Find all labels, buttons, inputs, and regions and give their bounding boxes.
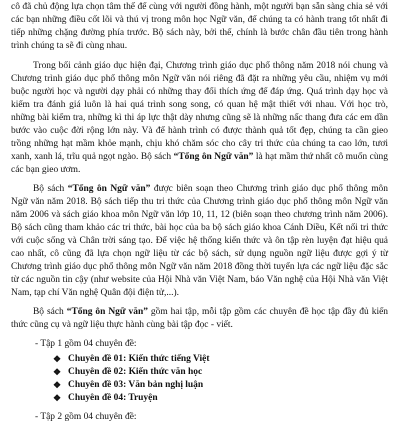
list-item [53,392,388,405]
structure-paragraph [11,306,388,332]
diamond-bullet-icon: ❖ [53,354,62,364]
volume-2-label: - Tập 2 gồm 04 chuyên đề: [35,412,137,422]
compilation-paragraph [11,183,388,300]
diamond-bullet-icon: ❖ [53,380,62,390]
topic-label: Chuyên đề 04: Truyện [68,393,158,403]
diamond-bullet-icon: ❖ [53,393,62,403]
diamond-bullet-icon: ❖ [53,367,62,377]
list-item [53,366,388,379]
book-title: “Tổng ôn Ngữ văn” [66,307,148,317]
book-title: “Tổng ôn Ngữ văn” [173,152,254,162]
topic-label: Chuyên đề 01: Kiến thức tiếng Việt [68,354,210,364]
list-item [53,379,388,392]
context-text: Trong bối cảnh giáo dục hiện đại, Chương trình giáo dục phổ thông năm 2018 nói chung và Chương trình giáo dục phổ thông môn Ngữ văn nói riêng đã đặt ra những yêu cầu, nhiệm vụ mới buộc người học và người dạy phải có những thay đổi thích ứng để đáp ứng. Quá trình dạy học và kiểm tra đánh giá luôn là hai quá trình song song, có quan hệ mật thiết với nhau. Với học trò, những bài kiểm tra, những kì thi áp lực thật dày nhưng cũng sẽ là những nấc thang đưa các em dần bước vào cuộc đời rộng lớn này. Và để hành trình có được thành quả tốt đẹp, chúng ta cần gieo trồng những hạt mầm khỏe mạnh, chịu khó chăm sóc cho cây tri thức của chúng ta cao lớn, tươi xanh, xanh lá, trĩu quả ngọt ngào. Bộ sách [11,61,388,162]
list-item [53,353,388,366]
context-text-end: là hạt mầm thứ nhất cô muốn cùng các bạn gieo ươm. [11,152,388,175]
topic-label: Chuyên đề 02: Kiến thức văn học [68,367,203,377]
topic-list [11,353,388,405]
structure-text-start: Bộ sách [33,307,67,317]
structure-text: gồm hai tập, mỗi tập gồm các chuyên đề học tập đầy đủ kiến thức cũng cụ và ngữ liệu thực hành cùng bài tập đọc - viết. [11,307,388,330]
compilation-text: được biên soạn theo Chương trình giáo dục phổ thông môn Ngữ văn năm 2018. Bộ sách tiếp thu tri thức của Chương trình giáo dục phổ thông môn Ngữ văn năm 2006 và sách giáo khoa môn Ngữ văn lớp 10, 11, 12 (biên soạn theo chương trình năm 2006). Bộ sách cũng tham khảo các tri thức, bài học của ba bộ sách giáo khoa Cánh Diều, Kết nối tri thức với cuộc sống và Chân trời sáng tạo. Để việc hệ thống kiến thức và ôn tập rèn luyện đạt hiệu quả cao nhất, cô cũng đã lựa chọn ngữ liệu từ các bộ sách, sử dụng nguồn ngữ liệu được gợi ý từ Chương trình giáo dục phổ thông môn Ngữ văn năm 2018 đồng thời tuyển lựa các ngữ liệu đặc sắc từ các nguồn tin cậy (như website của Hội Nhà văn Việt Nam, báo Văn nghệ của Hội Nhà văn Việt Nam, tạp chí Văn nghệ Quân đội điện tử,...). [11,184,388,298]
volume-1-label: - Tập 1 gồm 04 chuyên đề: [35,339,137,349]
context-paragraph [11,60,388,177]
compilation-text-start: Bộ sách [33,184,68,194]
intro-paragraph-end: cô đã chủ động lựa chọn tâm thế để cùng với người đồng hành, một người bạn sẵn sàng chia sẻ với các bạn những điều cốt lõi và thú vị trong môn học Ngữ văn, để chúng ta có hành trang tốt nhất đi tiếp những chặng đường phía trước. Bộ sách này, bởi thế, chính là bước chân đầu tiên trong hành trình chúng ta sẽ đi cùng nhau. [11,2,388,51]
book-title: “Tổng ôn Ngữ văn” [67,184,151,194]
topic-label: Chuyên đề 03: Văn bản nghị luận [68,380,204,390]
